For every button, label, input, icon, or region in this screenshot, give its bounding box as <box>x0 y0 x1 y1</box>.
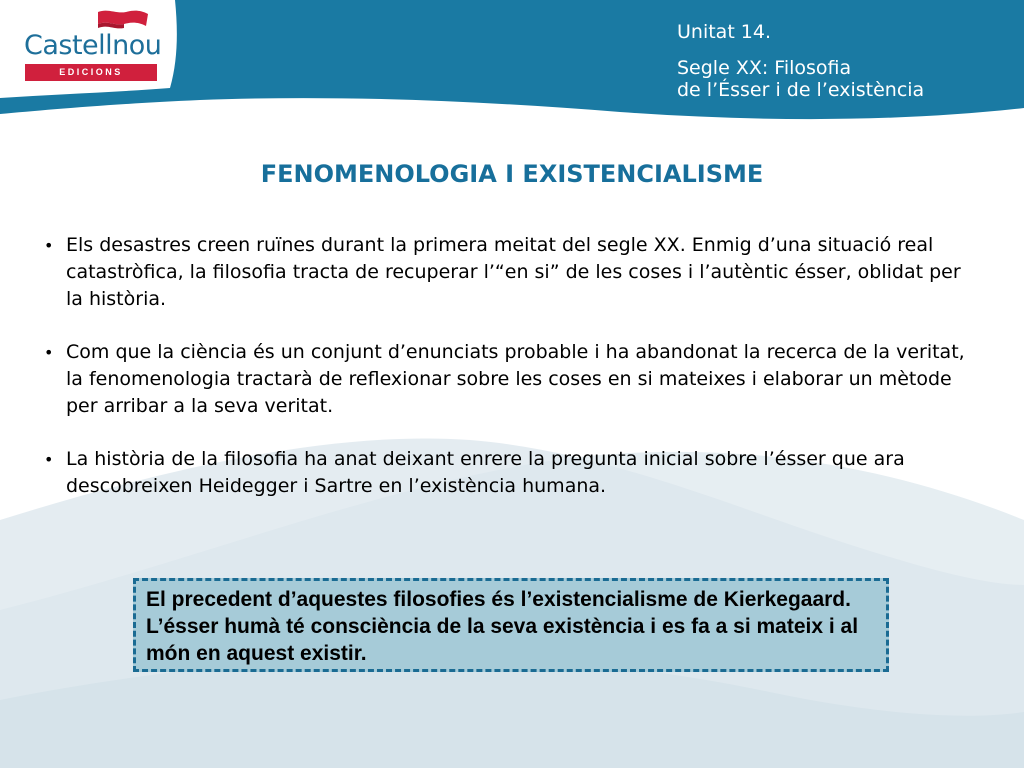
bullet-list <box>44 232 974 526</box>
callout-text: El precedent d’aquestes filosofies és l’existencialisme de Kierkegaard. L’ésser humà té consciència de la seva existència i es fa a si mateix i al món en aquest existir. <box>146 588 859 665</box>
list-item <box>44 339 974 420</box>
bullet-icon: • <box>44 343 54 362</box>
flag-icon <box>22 8 162 32</box>
bullet-text: La història de la filosofia ha anat deixant enrere la pregunta inicial sobre l’ésser que ara descobreixen Heidegger i Sartre en l’existència humana. <box>66 448 905 497</box>
unit-subtitle <box>677 57 924 101</box>
bullet-icon: • <box>44 450 54 469</box>
logo-wordmark: Castellnou <box>24 30 162 61</box>
bullet-icon: • <box>44 236 54 255</box>
list-item <box>44 446 974 500</box>
list-item <box>44 232 974 313</box>
unit-subtitle-line2: de l’Ésser i de l’existència <box>677 79 925 101</box>
bullet-text: Com que la ciència és un conjunt d’enunciats probable i ha abandonat la recerca de la veritat, la fenomenologia tractarà de reflexionar sobre les coses en si mateixes i elaborar un mètode per arribar a la seva veritat. <box>66 341 965 417</box>
page-title: FENOMENOLOGIA I EXISTENCIALISME <box>260 160 764 188</box>
bullet-text: Els desastres creen ruïnes durant la primera meitat del segle XX. Enmig d’una situació real catastròfica, la filosofia tracta de recuperar l’“en si” de les coses i l’autèntic ésser, oblidat per la història. <box>66 234 961 310</box>
castellnou-logo <box>22 8 162 78</box>
callout-box <box>133 578 889 672</box>
unit-subtitle-line1: Segle XX: Filosofia <box>677 57 852 79</box>
logo-subtext: EDICIONS <box>25 64 157 81</box>
unit-label: Unitat 14. <box>677 21 772 43</box>
